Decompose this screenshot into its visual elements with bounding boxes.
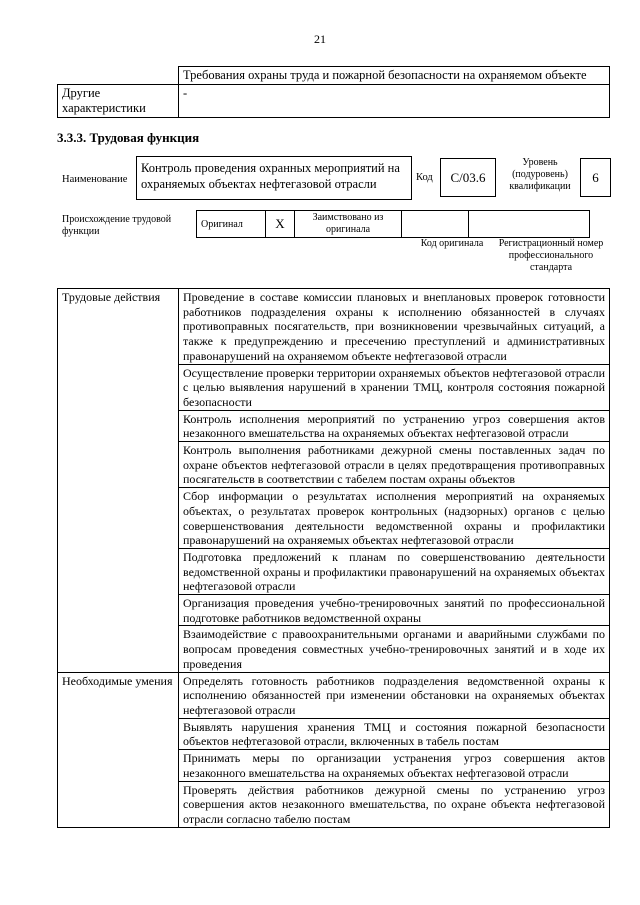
other-characteristics-value: - [179, 85, 610, 118]
qualification-level: 6 [580, 158, 611, 197]
skill: Определять готовность работников подразделения ведомственной охраны к исполнению обязанностей при изменении обстановки на охраняемых объектах нефтегазовой отрасли [179, 672, 610, 718]
labor-action: Подготовка предложений к планам по совершенствованию деятельности ведомственной охраны и профилактики правонарушений на охраняемых объектах нефтегазовой отрасли [179, 548, 610, 594]
level-label: Уровень (подуровень) квалификации [509, 157, 571, 192]
code-label: Код [416, 172, 433, 183]
requirements-cell: Требования охраны труда и пожарной безопасности на охраняемом объекте [179, 67, 610, 85]
borrowed-label: Заимствовано из оригинала [295, 211, 402, 238]
page-number: 21 [314, 32, 326, 46]
labor-action: Контроль исполнения мероприятий по устранению угроз совершения актов незаконного вмешательства на охраняемых объектах нефтегазовой отрасли [179, 410, 610, 441]
skill: Выявлять нарушения хранения ТМЦ и состояния пожарной безопасности объектов нефтегазовой отрасли, включенных в табель постам [179, 718, 610, 749]
skill: Проверять действия работников дежурной смены по устранению угроз совершения актов незаконного вмешательства, по охране объекта нефтегазовой отрасли согласно табелю постам [179, 781, 610, 827]
original-code-cell [402, 211, 469, 238]
empty-cell [58, 67, 179, 85]
labor-action: Контроль выполнения работниками дежурной смены поставленных задач по охране объектов нефтегазовой отрасли в целях предотвращения противоправных посягательств в соответствии с табелем постам охраны объектов [179, 442, 610, 488]
name-label: Наименование [62, 174, 128, 185]
characteristics-table [57, 66, 610, 118]
reg-number-cell [469, 211, 590, 238]
reg-number-caption: Регистрационный номер профессионального стандарта [498, 238, 604, 273]
function-code: С/03.6 [440, 158, 496, 197]
labor-action: Организация проведения учебно-тренировочных занятий по профессиональной подготовке работников ведомственной охраны [179, 595, 610, 626]
original-mark: X [266, 211, 295, 238]
origin-label: Происхождение трудовой функции [62, 214, 172, 237]
labor-action: Осуществление проверки территории охраняемых объектов нефтегазовой отрасли с целью выявления нарушений в хранении ТМЦ, контроля состояния пожарной безопасности [179, 364, 610, 410]
skills-label: Необходимые умения [58, 672, 179, 827]
origin-table [196, 210, 590, 238]
other-characteristics-label: Другие характеристики [58, 85, 179, 118]
labor-action: Проведение в составе комиссии плановых и внеплановых проверок готовности работников подразделения охраны к исполнению обязанностей в случаях противоправных посягательств, при возникновении чрезвычайных ситуаций, а также к предупреждению и пресечению преступлений и административных правонарушений на охраняемом объекте нефтегазовой отрасли [179, 289, 610, 365]
function-name: Контроль проведения охранных мероприятий на охраняемых объектах нефтегазовой отрасли [136, 156, 412, 200]
function-details-table [57, 288, 610, 828]
section-title: 3.3.3. Трудовая функция [57, 130, 200, 145]
labor-action: Взаимодействие с правоохранительными органами и аварийными службами по вопросам проведения совместных учебно-тренировочных занятий и в ходе их проведения [179, 626, 610, 672]
original-label: Оригинал [197, 211, 266, 238]
labor-actions-label: Трудовые действия [58, 289, 179, 673]
labor-action: Сбор информации о результатах исполнения мероприятий на охраняемых объектах, о результатах проверок контрольных (надзорных) органов с целью совершенствования деятельности ведомственной охраны и профилактики правонарушений на охраняемых объектах нефтегазовой отрасли [179, 488, 610, 549]
skill: Принимать меры по организации устранения угроз совершения актов незаконного вмешательства на охраняемых объектах нефтегазовой отрасли [179, 750, 610, 781]
original-code-caption: Код оригинала [420, 238, 484, 249]
